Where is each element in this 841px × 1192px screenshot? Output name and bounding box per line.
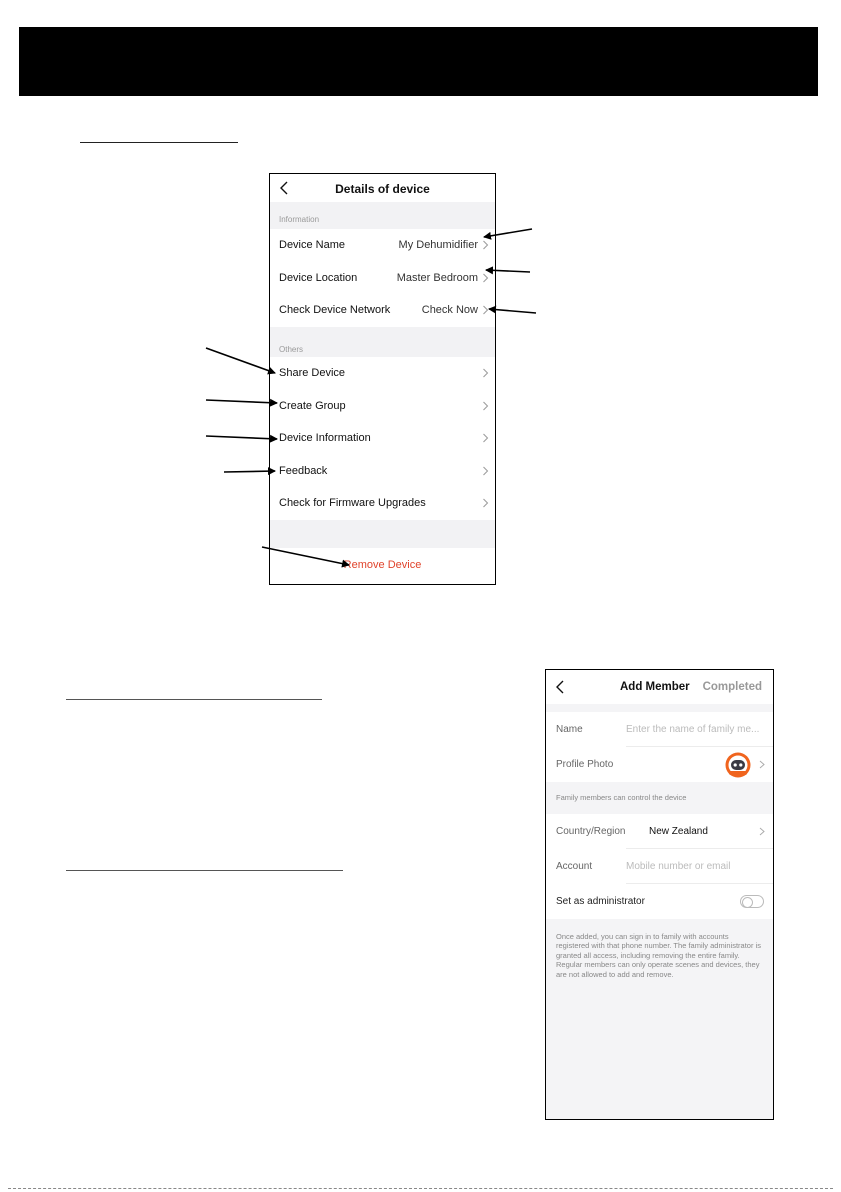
- section-header-others: Others: [270, 327, 495, 357]
- arrow-create-group: [206, 400, 277, 403]
- chevron-right-icon: [482, 273, 489, 283]
- row-label: Device Information: [279, 432, 371, 444]
- administrator-row: [546, 884, 773, 919]
- chevron-right-icon: [482, 433, 489, 443]
- account-row: [546, 849, 773, 884]
- name-row: [546, 712, 773, 747]
- chevron-right-icon: [482, 305, 489, 315]
- row-label: Check for Firmware Upgrades: [279, 497, 426, 509]
- section-header-information: Information: [270, 202, 495, 229]
- name-label: Name: [556, 724, 583, 735]
- country-label: Country/Region: [556, 826, 626, 837]
- name-input[interactable]: Enter the name of family me...: [626, 724, 760, 735]
- device-information-row[interactable]: [270, 422, 495, 455]
- chevron-right-icon: [482, 240, 489, 250]
- admin-label: Set as administrator: [556, 896, 645, 907]
- profile-photo-row[interactable]: [546, 747, 773, 782]
- share-device-row[interactable]: [270, 357, 495, 390]
- heading-underline: [80, 142, 238, 143]
- heading-underline: [66, 699, 322, 700]
- profile-photo-label: Profile Photo: [556, 759, 614, 770]
- completed-button[interactable]: Completed: [702, 681, 762, 693]
- account-label: Account: [556, 861, 593, 872]
- family-note: Family members can control the device: [556, 793, 687, 802]
- feedback-row[interactable]: [270, 455, 495, 488]
- remove-device-button[interactable]: Remove Device: [343, 559, 422, 571]
- back-arrow-icon[interactable]: [554, 679, 568, 695]
- top-banner: [19, 27, 818, 96]
- screen-header: [546, 670, 773, 704]
- row-label: Create Group: [279, 399, 346, 412]
- member-description: Once added, you can sign in to family with accounts registered with that phone number. The family administrator is granted all access, including removing the entire family. Regular members can only operate scenes and devices, they are not allowed to add and remove.: [556, 932, 761, 979]
- row-label: Feedback: [279, 464, 328, 477]
- page-title: Add Member: [620, 681, 690, 693]
- section-spacer: [270, 520, 495, 548]
- chevron-right-icon: [482, 368, 489, 378]
- arrow-check-network: [489, 309, 536, 313]
- row-label: Share Device: [279, 367, 346, 379]
- device-location-row[interactable]: [270, 262, 495, 295]
- page-bottom-rule: [8, 1188, 833, 1189]
- firmware-upgrade-row[interactable]: [270, 487, 495, 520]
- heading-underline: [66, 870, 343, 871]
- chevron-right-icon: [759, 760, 765, 769]
- row-label: Check Device Network: [279, 304, 391, 316]
- toggle-knob: [742, 897, 753, 908]
- device-name-row[interactable]: [270, 229, 495, 262]
- chevron-right-icon: [482, 498, 489, 508]
- country-region-row[interactable]: [546, 814, 773, 849]
- arrow-share-device: [206, 348, 275, 373]
- row-value: Check Now: [421, 304, 478, 316]
- check-network-row[interactable]: [270, 294, 495, 327]
- screen-header: [270, 174, 495, 202]
- chevron-right-icon: [482, 466, 489, 476]
- country-value: New Zealand: [649, 826, 708, 837]
- row-label: Device Location: [279, 271, 358, 284]
- arrow-device-information: [206, 436, 277, 439]
- administrator-toggle[interactable]: [740, 895, 764, 908]
- row-value: My Dehumidifier: [398, 239, 478, 251]
- robot-avatar-icon[interactable]: [725, 752, 751, 778]
- page-title: Details of device: [335, 182, 430, 196]
- create-group-row[interactable]: [270, 390, 495, 423]
- row-label: Device Name: [279, 239, 346, 251]
- chevron-right-icon: [482, 401, 489, 411]
- row-value: Master Bedroom: [396, 271, 478, 284]
- account-input[interactable]: Mobile number or email: [626, 861, 731, 872]
- chevron-right-icon: [759, 827, 765, 836]
- device-details-screen: [269, 173, 496, 585]
- arrow-feedback: [224, 471, 275, 472]
- add-member-screen: [545, 669, 774, 1120]
